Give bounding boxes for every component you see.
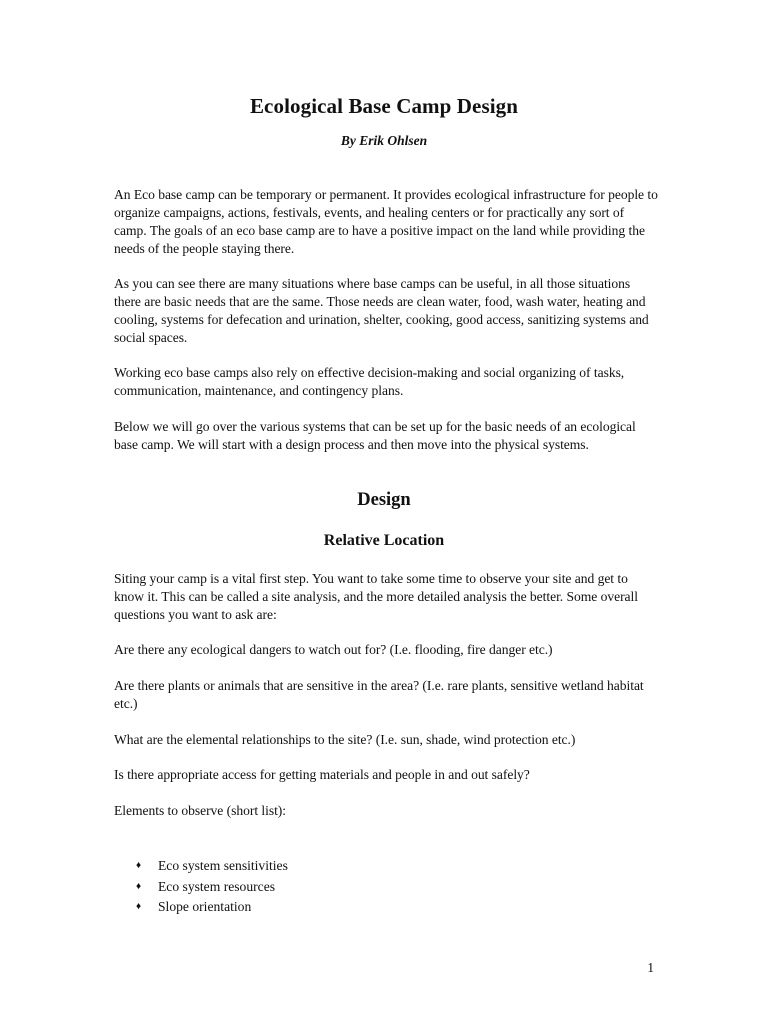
- section-paragraph-3: Are there plants or animals that are sensitive in the area? (I.e. rare plants, sensitive wetland habitat etc.): [114, 678, 644, 711]
- section-heading-design: Design: [357, 490, 411, 510]
- section-paragraph-6: Elements to observe (short list):: [114, 803, 287, 818]
- diamond-bullet-icon: ♦: [136, 860, 142, 871]
- observation-bullet-list: [136, 856, 288, 918]
- intro-paragraph-2: As you can see there are many situations where base camps can be useful, in all those situations there are basic needs that are the same. Those needs are clean water, food, wash water, heating and cooling, systems for defecation and urination, shelter, cooking, good access, sanitizing systems and social spaces.: [114, 276, 649, 345]
- intro-paragraph-3: Working eco base camps also rely on effective decision-making and social organizing of tasks, communication, maintenance, and contingency plans.: [114, 365, 625, 398]
- section-paragraph-2: Are there any ecological dangers to watch out for? (I.e. flooding, fire danger etc.): [114, 642, 553, 657]
- list-item-label: Slope orientation: [158, 899, 252, 914]
- page-number: 1: [647, 960, 654, 975]
- document-title: Ecological Base Camp Design: [249, 94, 519, 118]
- intro-paragraph-1: An Eco base camp can be temporary or permanent. It provides ecological infrastructure for people to organize campaigns, actions, festivals, events, and healing centers or for practically any sort of camp. The goals of an eco base camp are to have a positive impact on the land while providing the needs of the people staying there.: [114, 187, 658, 256]
- section-paragraph-4: What are the elemental relationships to the site? (I.e. sun, shade, wind protection etc.): [114, 732, 576, 747]
- section-paragraph-5: Is there appropriate access for getting materials and people in and out safely?: [114, 767, 530, 782]
- section-paragraph-1: Siting your camp is a vital first step. You want to take some time to observe your site and get to know it. This can be called a site analysis, and the more detailed analysis the better. Some overall questions you want to ask are:: [114, 571, 638, 622]
- list-item-label: Eco system resources: [158, 878, 276, 894]
- list-item: [136, 856, 288, 877]
- list-item: [136, 897, 288, 918]
- list-item: [136, 877, 288, 898]
- diamond-bullet-icon: ♦: [136, 880, 142, 892]
- list-item-label: Eco system sensitivities: [158, 858, 288, 873]
- intro-paragraph-4: Below we will go over the various systems that can be set up for the basic needs of an ecological base camp. We will start with a design process and then move into the physical systems.: [114, 419, 636, 452]
- diamond-bullet-icon: ♦: [136, 901, 142, 912]
- subsection-heading-relative-location: Relative Location: [323, 532, 445, 549]
- document-byline: By Erik Ohlsen: [340, 133, 428, 148]
